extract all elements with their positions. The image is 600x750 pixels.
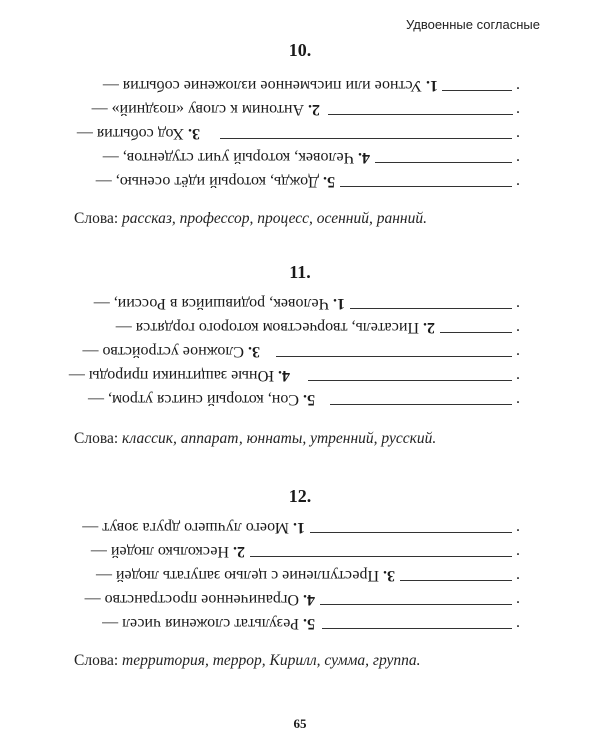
item-row	[70, 290, 520, 314]
item-row	[70, 120, 520, 144]
answer-blank[interactable]	[440, 332, 512, 333]
period: .	[516, 614, 520, 631]
item-row	[70, 610, 520, 634]
inverted-clue: 3. Ход события —	[76, 125, 200, 142]
period: .	[516, 342, 520, 359]
inverted-clue: 1. Человек, родившийся в России, —	[93, 295, 345, 312]
item-row	[70, 586, 520, 610]
answer-blank[interactable]	[375, 162, 512, 163]
inverted-clue: 3. Преступление с целью запугать людей —	[95, 567, 395, 584]
period: .	[516, 318, 520, 335]
period: .	[516, 366, 520, 383]
answer-blank[interactable]	[328, 114, 513, 115]
item-row	[70, 144, 520, 168]
word-bank: Слова: рассказ, профессор, процесс, осенний, ранний.	[74, 210, 427, 227]
period: .	[516, 566, 520, 583]
item-row	[70, 338, 520, 362]
answer-blank[interactable]	[250, 556, 512, 557]
item-row	[70, 562, 520, 586]
item-row	[70, 314, 520, 338]
inverted-clue: 1. Устное или письменное изложение события —	[102, 77, 438, 94]
answer-blank[interactable]	[322, 628, 512, 629]
answer-blank[interactable]	[330, 404, 512, 405]
answer-blank[interactable]	[308, 380, 512, 381]
item-row	[70, 72, 520, 96]
inverted-clue: 5. Дождь, который идёт осенью, —	[95, 173, 335, 190]
period: .	[516, 76, 520, 93]
inverted-clue: 2. Несколько людей —	[90, 543, 245, 560]
answer-blank[interactable]	[442, 90, 512, 91]
answer-blank[interactable]	[220, 138, 512, 139]
period: .	[516, 124, 520, 141]
period: .	[516, 518, 520, 535]
answer-blank[interactable]	[350, 308, 512, 309]
answer-blank[interactable]	[276, 356, 512, 357]
item-row	[70, 96, 520, 120]
word-bank: Слова: классик, аппарат, юннаты, утренний, русский.	[74, 430, 437, 447]
inverted-clue: 2. Антоним к слову «поздний» —	[91, 101, 320, 118]
answer-blank[interactable]	[340, 186, 512, 187]
period: .	[516, 100, 520, 117]
period: .	[516, 294, 520, 311]
word-bank: Слова: территория, террор, Кирилл, сумма, группа.	[74, 652, 421, 669]
answer-blank[interactable]	[320, 604, 512, 605]
item-row	[70, 168, 520, 192]
inverted-clue: 4. Ограниченное пространство —	[84, 591, 315, 608]
item-row	[70, 514, 520, 538]
period: .	[516, 148, 520, 165]
inverted-clue: 3. Сложное устройство —	[82, 343, 260, 360]
answer-blank[interactable]	[310, 532, 512, 533]
inverted-clue: 5. Результат сложения чисел —	[102, 615, 315, 632]
inverted-clue: 2. Писатель, творчеством которого гордятся —	[115, 319, 435, 336]
exercise-number: 12.	[288, 486, 312, 506]
exercise-number: 11.	[289, 262, 311, 282]
item-row	[70, 386, 520, 410]
inverted-clue: 4. Человек, который учит студентов, —	[102, 149, 370, 166]
period: .	[516, 172, 520, 189]
inverted-clue: 1. Моего лучшего друга зовут —	[82, 519, 305, 536]
running-head: Удвоенные согласные	[406, 17, 540, 32]
exercise-number: 10.	[288, 40, 312, 60]
period: .	[516, 542, 520, 559]
item-row	[70, 362, 520, 386]
item-row	[70, 538, 520, 562]
period: .	[516, 390, 520, 407]
inverted-clue: 4. Юные защитники природы —	[68, 367, 290, 384]
inverted-clue: 5. Сон, который снится утром, —	[88, 391, 315, 408]
answer-blank[interactable]	[400, 580, 512, 581]
period: .	[516, 590, 520, 607]
page-number: 65	[293, 716, 307, 731]
